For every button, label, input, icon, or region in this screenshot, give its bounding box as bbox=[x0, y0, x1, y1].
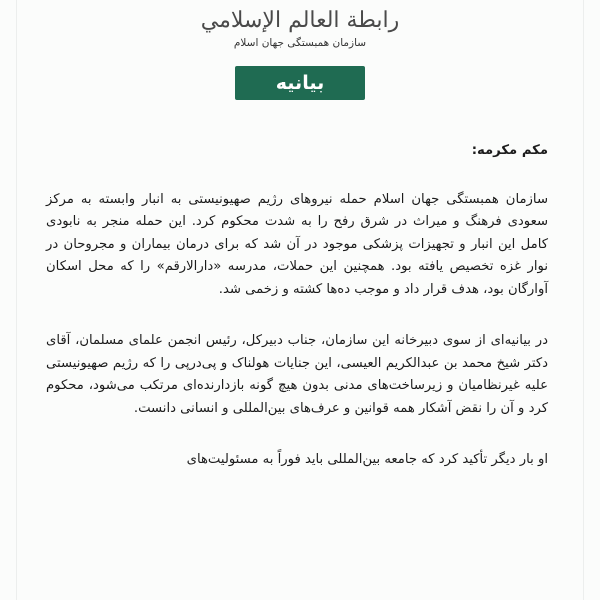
frame-border-left bbox=[16, 0, 17, 600]
paragraph-1: سازمان همبستگی جهان اسلام حمله نیروهای رژیم صهیونیستی به انبار وابسته به مرکز سعودی فرهنگ و میراث در شرق رفح را به شدت محکوم کرد. این حمله منجر به نابودی کامل این انبار و تجهیزات پزشکی موجود در آن شد که برای درمان بیماران و مجروحان در نوار غزه تخصیص یافته بود. همچنین این حملات، مدرسه «دارالارقم» را که محل اسکان آوارگان بود، هدف قرار داد و موجب ده‌ها کشته و زخمی شد. bbox=[46, 191, 548, 297]
statement-body bbox=[46, 140, 548, 501]
statement-banner: بیانیه bbox=[235, 66, 365, 100]
letterhead bbox=[0, 6, 600, 50]
salutation: مکم مکرمه: bbox=[471, 143, 548, 158]
organization-subtitle: سازمان همبستگی جهان اسلام bbox=[233, 37, 367, 49]
frame-border-right bbox=[583, 0, 584, 600]
paragraph-2: در بیانیه‌ای از سوی دبیرخانه این سازمان، جناب دبیرکل، رئیس انجمن علمای مسلمان، آقای دکتر شیخ محمد بن عبدالکریم العیسی، این جنایات هولناک و پی‌درپی را که رژیم صهیونیستی علیه غیرنظامیان و زیرساخت‌های مدنی بدون هیچ گونه بازدارنده‌ای مرتکب می‌شود، محکوم کرد و آن را نقض آشکار همه قوانین و عرف‌های بین‌المللی و انسانی دانست. bbox=[46, 333, 548, 416]
paragraph-3: او بار دیگر تأکید کرد که جامعه بین‌المللی باید فوراً به مسئولیت‌های bbox=[186, 452, 548, 467]
organization-logo: رابطة العالم الإسلامي bbox=[200, 8, 400, 33]
